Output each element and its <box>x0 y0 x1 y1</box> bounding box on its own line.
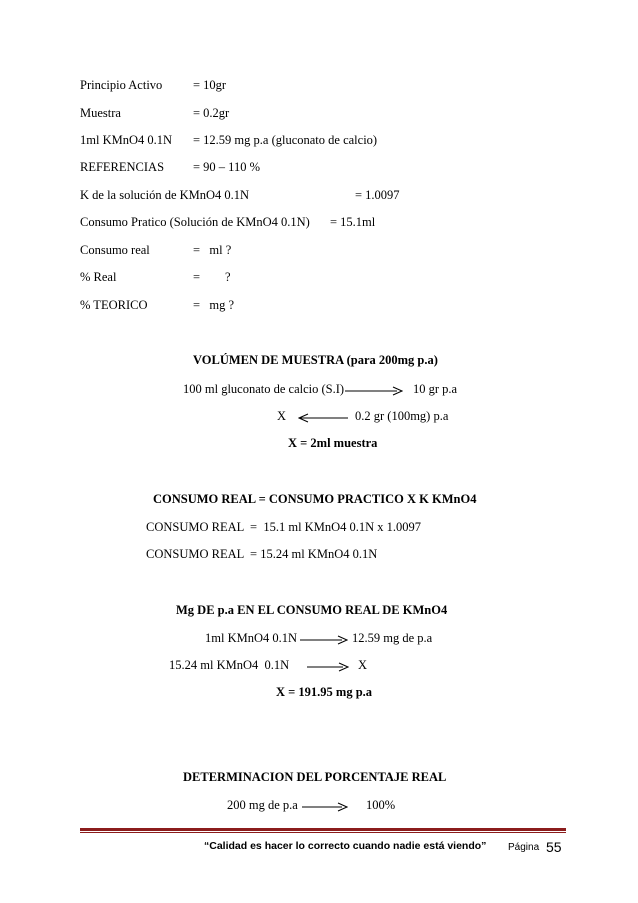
footer-page-label: Página <box>508 842 540 853</box>
param-label-referencias: REFERENCIAS <box>80 160 165 174</box>
left-arrow-icon <box>298 413 348 423</box>
footer-page-number: 55 <box>546 839 562 855</box>
volumen-title: VOLÚMEN DE MUESTRA (para 200mg p.a) <box>193 353 438 367</box>
param-label-teorico: % TEORICO <box>80 298 148 312</box>
param-label-kmno4: 1ml KMnO4 0.1N <box>80 133 173 147</box>
param-label-real-pct: % Real <box>80 270 117 284</box>
right-arrow-icon <box>300 635 348 645</box>
footer-quote: “Calidad es hacer lo correcto cuando nadie está viendo” <box>204 840 487 852</box>
param-value-muestra: = 0.2gr <box>193 106 230 120</box>
param-value-kmno4: = 12.59 mg p.a (gluconato de calcio) <box>193 133 378 147</box>
param-label-consumo-pratico: Consumo Pratico (Solución de KMnO4 0.1N) <box>80 215 310 229</box>
volumen-row1-left: 100 ml gluconato de calcio (S.I) <box>183 382 345 396</box>
mgpa-row1-right: 12.59 mg de p.a <box>352 631 433 645</box>
volumen-result: X = 2ml muestra <box>288 436 378 450</box>
param-value-consumo-real: = ml ? <box>193 243 232 257</box>
porcentaje-row1-right: 100% <box>366 798 396 812</box>
mgpa-row1-left: 1ml KMnO4 0.1N <box>205 631 298 645</box>
consumo-line1: CONSUMO REAL = 15.1 ml KMnO4 0.1N x 1.0097 <box>146 520 421 534</box>
footer-rule <box>80 828 566 831</box>
volumen-row1-right: 10 gr p.a <box>413 382 458 396</box>
footer-rule-thin <box>80 832 566 833</box>
mgpa-row2-right: X <box>358 658 368 672</box>
param-label-consumo-real: Consumo real <box>80 243 150 257</box>
consumo-line2: CONSUMO REAL = 15.24 ml KMnO4 0.1N <box>146 547 378 561</box>
mgpa-result: X = 191.95 mg p.a <box>276 685 373 699</box>
volumen-row2-right: 0.2 gr (100mg) p.a <box>355 409 449 423</box>
consumo-title: CONSUMO REAL = CONSUMO PRACTICO X K KMnO4 <box>153 492 477 506</box>
param-value-referencias: = 90 – 110 % <box>193 160 260 174</box>
right-arrow-icon <box>345 386 403 396</box>
right-arrow-icon <box>307 662 349 672</box>
param-value-consumo-pratico: = 15.1ml <box>330 215 376 229</box>
param-label-k-solucion: K de la solución de KMnO4 0.1N <box>80 188 250 202</box>
param-value-teorico: = mg ? <box>193 298 235 312</box>
right-arrow-icon <box>302 802 348 812</box>
mgpa-row2-left: 15.24 ml KMnO4 0.1N <box>169 658 290 672</box>
param-label-muestra: Muestra <box>80 106 121 120</box>
porcentaje-row1-left: 200 mg de p.a <box>227 798 298 812</box>
porcentaje-title: DETERMINACION DEL PORCENTAJE REAL <box>183 770 447 784</box>
param-value-principio: = 10gr <box>193 78 227 92</box>
param-value-k-solucion: = 1.0097 <box>355 188 400 202</box>
volumen-row2-left: X <box>277 409 287 423</box>
param-label-principio: Principio Activo <box>80 78 163 92</box>
mgpa-title: Mg DE p.a EN EL CONSUMO REAL DE KMnO4 <box>176 603 448 617</box>
param-value-real-pct: = ? <box>193 270 231 284</box>
